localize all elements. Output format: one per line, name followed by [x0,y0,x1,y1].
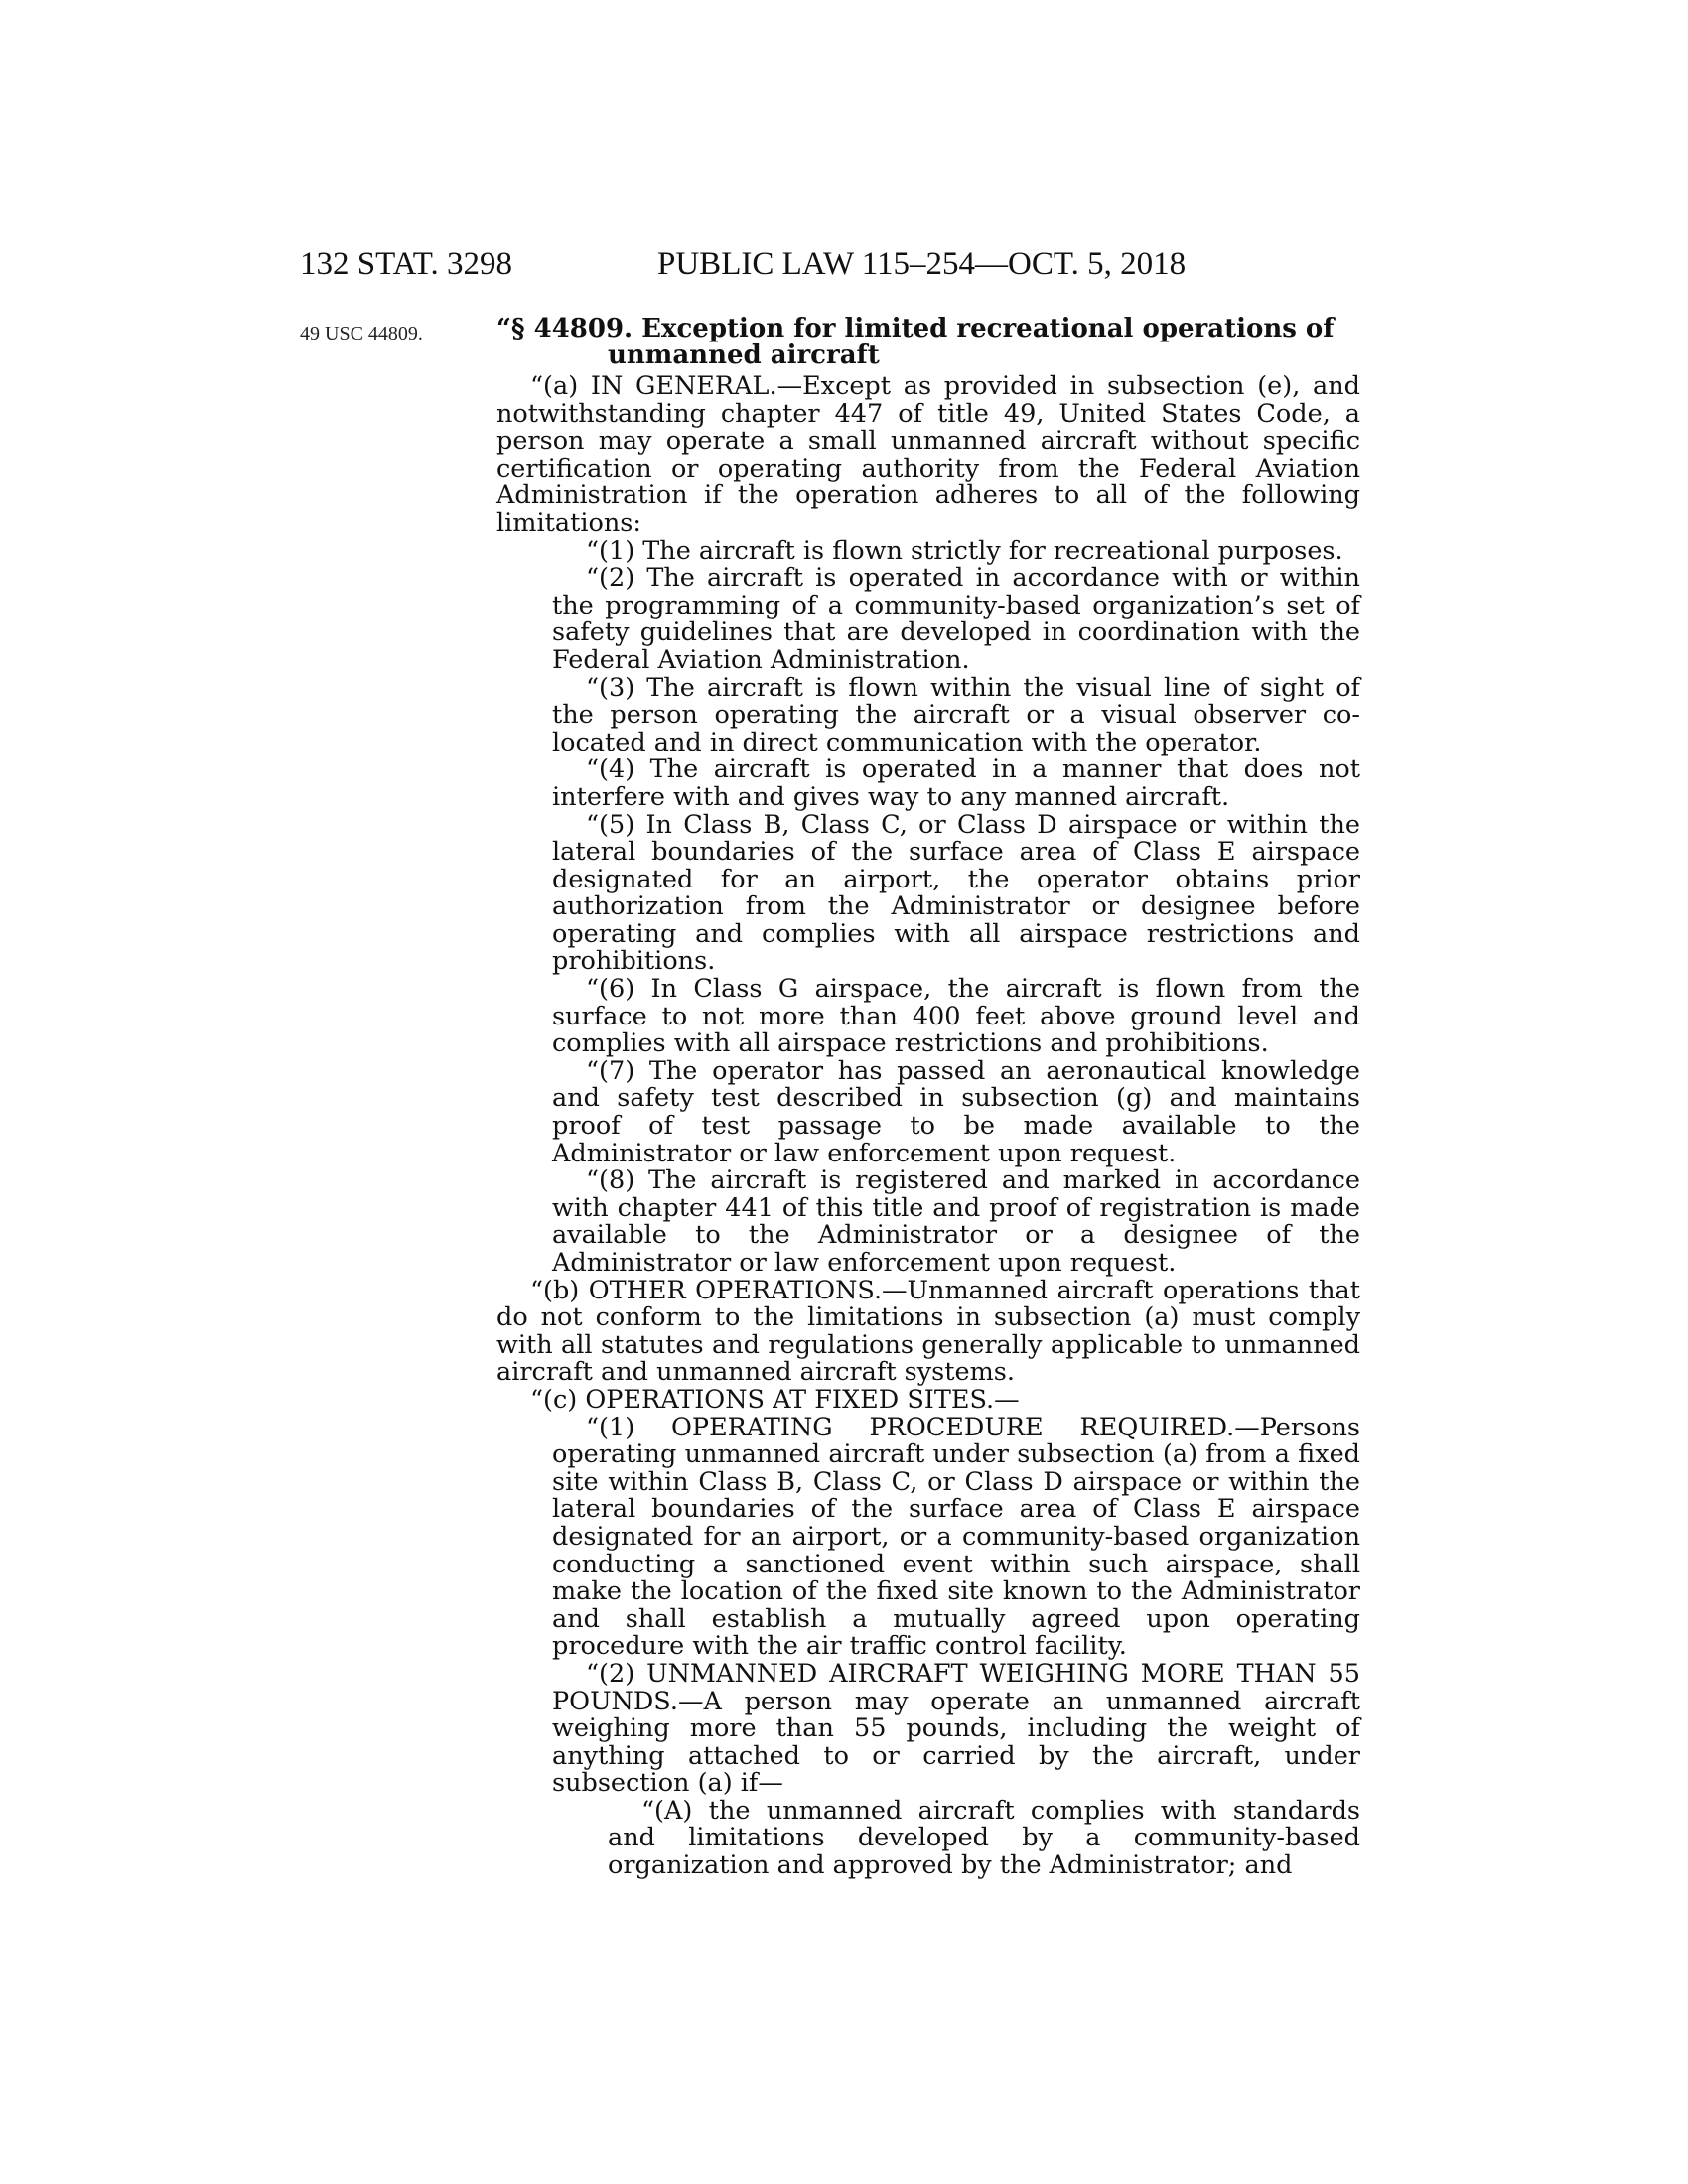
paragraph-a-5: “(5) In Class B, Class C, or Class D airspace or within the lateral boundaries of the surface area of Class E airspace designated for an airport, the operator obtains prior authorization from the Administrator or designee before operating and complies with all airspace restrictions and prohibitions. [552,809,1360,977]
section-title-line-2: unmanned aircraft [608,341,880,370]
paragraph-a-1: “(1) The aircraft is flown strictly for recreational purposes. [586,535,1343,566]
section-title [496,316,1360,369]
paragraph-a-4: “(4) The aircraft is operated in a manner that does not interfere with and gives way to any manned aircraft. [552,754,1360,812]
subsection-a: “(a) IN GENERAL.—Except as provided in subsection (e), and notwithstanding chapter 447 of title 49, United States Code, a person may operate a small unmanned aircraft without specific certification or operating authority from the Federal Aviation Administration if the operation adheres to all of the following limitations: [496,371,1360,538]
section-title-line-1: “§ 44809. Exception for limited recreational operations of [496,314,1335,343]
paragraph-a-8: “(8) The aircraft is registered and marked in accordance with chapter 441 of this title and proof of registration is made available to the Administrator or a designee of the Administrator or law enforcement upon request. [552,1165,1360,1278]
law-title: PUBLIC LAW 115–254—OCT. 5, 2018 [657,246,1187,282]
subparagraph-c-2-a: “(A) the unmanned aircraft complies with standards and limitations developed by a community-based organization and approved by the Administrator; and [608,1795,1360,1881]
page-reference: 132 STAT. 3298 [300,246,513,282]
page-header [300,246,1198,286]
paragraph-c-1: “(1) OPERATING PROCEDURE REQUIRED.—Persons operating unmanned aircraft under subsection (a) from a fixed site within Class B, Class C, or Class D airspace or within the lateral boundaries of the surface area of Class E airspace designated for an airport, or a community-based organization conducting a sanctioned event within such airspace, shall make the location of the fixed site known to the Administrator and shall establish a mutually agreed upon operating procedure with the air traffic control facility. [552,1412,1360,1662]
paragraph-a-3: “(3) The aircraft is flown within the visual line of sight of the person operating the aircraft or a visual observer co-located and in direct communication with the operator. [552,672,1360,757]
paragraph-a-7: “(7) The operator has passed an aeronautical knowledge and safety test described in subsection (g) and maintains proof of test passage to be made available to the Administrator or law enforcement upon request. [552,1055,1360,1168]
statute-body [496,316,1360,1880]
subsection-b: “(b) OTHER OPERATIONS.—Unmanned aircraft operations that do not conform to the limitations in subsection (a) must comply with all statutes and regulations generally applicable to unmanned aircraft and unmanned aircraft systems. [496,1275,1360,1388]
paragraph-a-2: “(2) The aircraft is operated in accordance with or within the programming of a community-based organization’s set of safety guidelines that are developed in coordination with the Federal Aviation Administration. [552,563,1360,675]
margin-citation: 49 USC 44809. [300,323,423,344]
paragraph-a-6: “(6) In Class G airspace, the aircraft is flown from the surface to not more than 400 feet above ground level and complies with all airspace restrictions and prohibitions. [552,974,1360,1059]
paragraph-c-2: “(2) UNMANNED AIRCRAFT WEIGHING MORE THAN 55 POUNDS.—A person may operate an unmanned aircraft weighing more than 55 pounds, including the weight of anything attached to or carried by the aircraft, under subsection (a) if— [552,1658,1360,1799]
subsection-c: “(c) OPERATIONS AT FIXED SITES.— [530,1384,1020,1415]
